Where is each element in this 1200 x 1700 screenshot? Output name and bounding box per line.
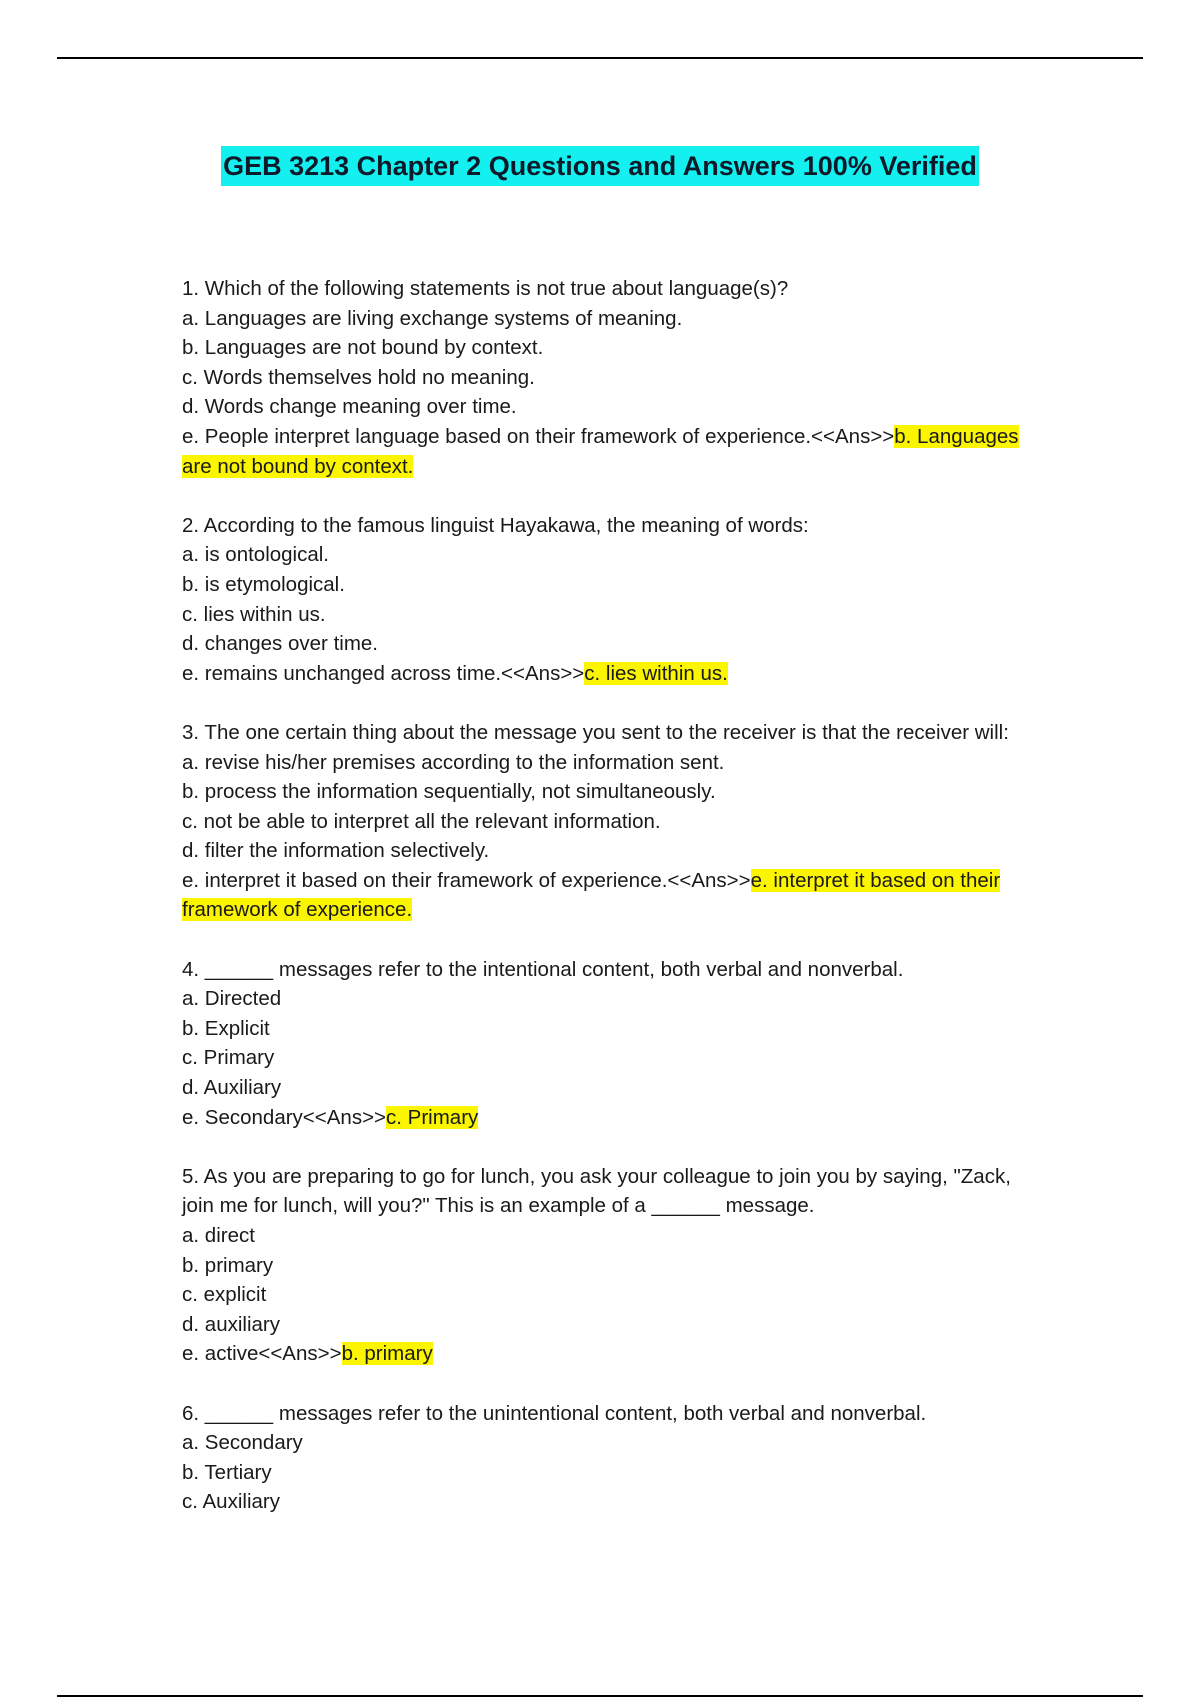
answer-highlight: c. lies within us. bbox=[584, 661, 728, 685]
option-e: e. remains unchanged across time.<<Ans>> bbox=[182, 661, 585, 685]
question-6 bbox=[182, 1399, 1022, 1517]
option-b: b. is etymological. bbox=[182, 572, 345, 596]
option-c: c. Auxiliary bbox=[182, 1490, 280, 1514]
answer-highlight: c. Primary bbox=[386, 1105, 479, 1129]
option-a: a. is ontological. bbox=[182, 543, 330, 567]
option-a: a. revise his/her premises according to the information sent. bbox=[182, 750, 725, 774]
option-b: b. primary bbox=[182, 1253, 274, 1277]
option-e-with-answer bbox=[182, 866, 1022, 925]
option-d: d. Words change meaning over time. bbox=[182, 395, 517, 419]
question-stem: 5. As you are preparing to go for lunch, you ask your colleague to join you by saying, "Zack, join me for lunch, will you?" This is an example of a ______ message. bbox=[182, 1164, 1011, 1218]
question-stem: 2. According to the famous linguist Hayakawa, the meaning of words: bbox=[182, 513, 809, 537]
answer-highlight: e. interpret it based on their framework of experience. bbox=[182, 868, 1001, 922]
option-b: b. process the information sequentially, not simultaneously. bbox=[182, 780, 716, 804]
option-a: a. Secondary bbox=[182, 1431, 303, 1455]
option-a: a. Directed bbox=[182, 987, 282, 1011]
option-b: b. Tertiary bbox=[182, 1460, 272, 1484]
question-2 bbox=[182, 511, 1022, 689]
answer-highlight: b. primary bbox=[341, 1342, 433, 1366]
question-stem: 1. Which of the following statements is not true about language(s)? bbox=[182, 277, 789, 300]
option-e: e. interpret it based on their framework of experience.<<Ans>> bbox=[182, 868, 751, 892]
option-a: a. direct bbox=[182, 1224, 255, 1247]
option-c: c. lies within us. bbox=[182, 602, 326, 626]
option-d: d. filter the information selectively. bbox=[182, 839, 490, 863]
option-c: c. Words themselves hold no meaning. bbox=[182, 365, 535, 389]
question-4 bbox=[182, 955, 1022, 1133]
question-stem: 4. ______ messages refer to the intentional content, both verbal and nonverbal. bbox=[182, 957, 904, 981]
option-e-with-answer bbox=[182, 659, 1022, 689]
option-e-with-answer bbox=[182, 1103, 1022, 1133]
title-container bbox=[0, 146, 1200, 186]
option-a: a. Languages are living exchange systems of meaning. bbox=[182, 306, 683, 330]
option-c: c. explicit bbox=[182, 1283, 267, 1307]
questions-list bbox=[182, 274, 1022, 1547]
question-stem: 6. ______ messages refer to the unintentional content, both verbal and nonverbal. bbox=[182, 1401, 927, 1425]
option-c: c. not be able to interpret all the relevant information. bbox=[182, 809, 661, 833]
option-e: e. Secondary<<Ans>> bbox=[182, 1105, 387, 1129]
question-5 bbox=[182, 1162, 1022, 1369]
document-title: GEB 3213 Chapter 2 Questions and Answers 100% Verified bbox=[221, 146, 979, 186]
top-rule bbox=[57, 57, 1143, 59]
question-1 bbox=[182, 274, 1022, 481]
option-b: b. Languages are not bound by context. bbox=[182, 336, 544, 360]
option-e-with-answer bbox=[182, 422, 1022, 481]
option-e: e. People interpret language based on their framework of experience.<<Ans>> bbox=[182, 424, 895, 448]
option-d: d. Auxiliary bbox=[182, 1076, 282, 1100]
answer-highlight: b. Languages are not bound by context. bbox=[182, 424, 1019, 478]
option-e: e. active<<Ans>> bbox=[182, 1342, 342, 1366]
bottom-rule bbox=[57, 1695, 1143, 1697]
option-e-with-answer bbox=[182, 1339, 1022, 1369]
option-b: b. Explicit bbox=[182, 1016, 270, 1040]
option-d: d. auxiliary bbox=[182, 1312, 280, 1336]
option-d: d. changes over time. bbox=[182, 632, 378, 656]
question-stem: 3. The one certain thing about the message you sent to the receiver is that the receiver will: bbox=[182, 720, 1009, 744]
question-3 bbox=[182, 718, 1022, 925]
option-c: c. Primary bbox=[182, 1046, 275, 1070]
